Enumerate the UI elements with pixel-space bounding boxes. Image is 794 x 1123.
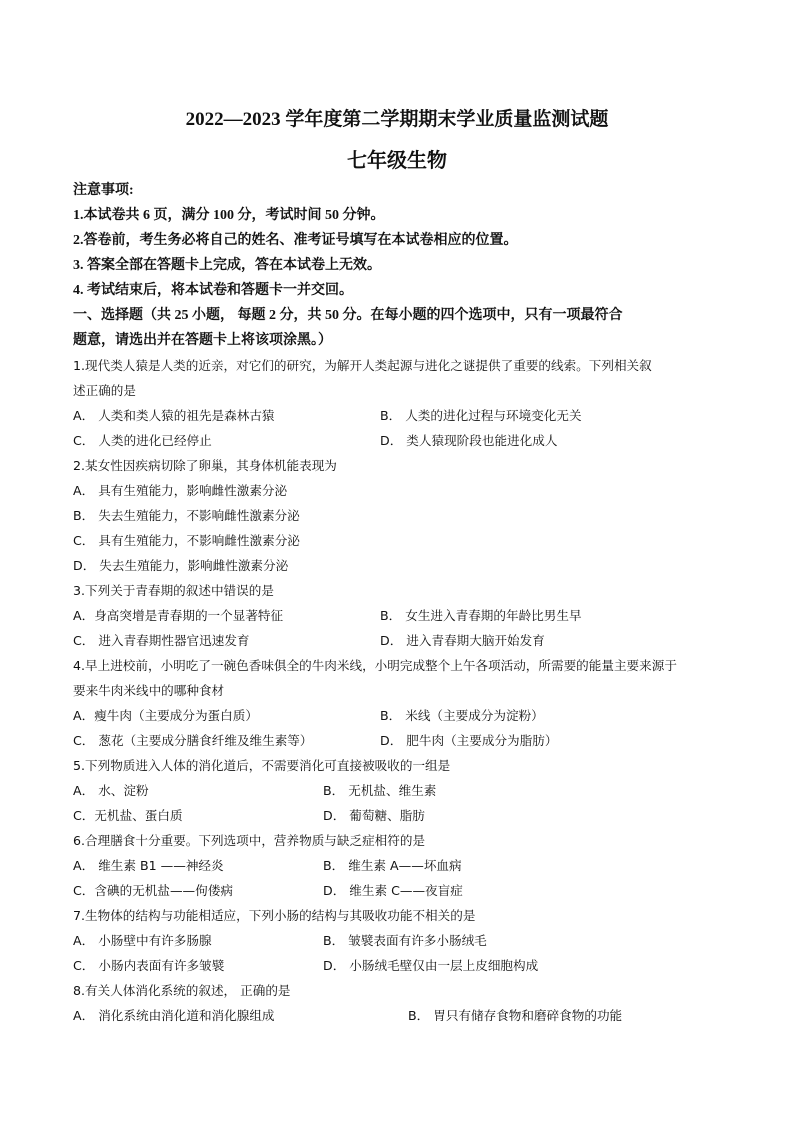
notice-item: 1.本试卷共 6 页，满分 100 分，考试时间 50 分钟。 xyxy=(73,208,385,223)
notice-item: 2.答卷前，考生务必将自己的姓名、准考证号填写在本试卷相应的位置。 xyxy=(73,233,518,248)
option-d: D． 葡萄糖、脂肪 xyxy=(323,808,425,823)
section-heading: 一、选择题（共 25 小题， 每题 2 分，共 50 分。在每小题的四个选项中，只有一项最符合 xyxy=(73,308,623,323)
exam-subtitle: 七年级生物 xyxy=(347,150,447,172)
option-c: C． 进入青春期性器官迅速发育 xyxy=(73,633,250,648)
option-b: B． 胃只有储存食物和磨碎食物的功能 xyxy=(408,1008,623,1023)
option-a: A． 水、淀粉 xyxy=(73,783,149,798)
option-a: A． 小肠壁中有许多肠腺 xyxy=(73,933,212,948)
question-stem: 7.生物体的结构与功能相适应，下列小肠的结构与其吸收功能不相关的是 xyxy=(73,908,476,923)
notice-heading: 注意事项: xyxy=(73,183,134,198)
option-d: D． 进入青春期大脑开始发育 xyxy=(380,633,545,648)
option-b: B． 无机盐、维生素 xyxy=(323,783,437,798)
question-stem: 1.现代类人猿是人类的近亲，对它们的研究，为解开人类起源与进化之谜提供了重要的线索。下列相关叙 xyxy=(73,358,652,373)
option-b: B． 失去生殖能力，不影响雌性激素分泌 xyxy=(73,508,300,523)
question-stem: 5.下列物质进入人体的消化道后，不需要消化可直接被吸收的一组是 xyxy=(73,758,451,773)
question-stem: 2.某女性因疾病切除了卵巢，其身体机能表现为 xyxy=(73,458,337,473)
option-b: B． 米线（主要成分为淀粉） xyxy=(380,708,544,723)
option-d: D． 维生素 C——夜盲症 xyxy=(323,883,463,898)
question-stem-cont: 述正确的是 xyxy=(73,383,136,398)
option-c: C． 葱花（主要成分膳食纤维及维生素等） xyxy=(73,733,313,748)
option-b: B． 维生素 A——坏血病 xyxy=(323,858,462,873)
option-b: B． 人类的进化过程与环境变化无关 xyxy=(380,408,582,423)
option-a: A． 维生素 B1 ——神经炎 xyxy=(73,858,224,873)
option-a: A．瘦牛肉（主要成分为蛋白质） xyxy=(73,708,258,723)
option-b: B． 皱襞表面有许多小肠绒毛 xyxy=(323,933,487,948)
option-c: C． 具有生殖能力，不影响雌性激素分泌 xyxy=(73,533,300,548)
option-d: D． 肥牛肉（主要成分为脂肪） xyxy=(380,733,558,748)
option-c: C．无机盐、蛋白质 xyxy=(73,808,183,823)
option-d: D． 类人猿现阶段也能进化成人 xyxy=(380,433,558,448)
section-heading-cont: 题意，请选出并在答题卡上将该项涂黑。） xyxy=(73,333,332,348)
option-a: A． 消化系统由消化道和消化腺组成 xyxy=(73,1008,275,1023)
question-stem: 4.早上进校前，小明吃了一碗色香味俱全的牛肉米线，小明完成整个上午各项活动，所需要的能量主要来源于 xyxy=(73,658,677,673)
exam-title: 2022—2023 学年度第二学期期末学业质量监测试题 xyxy=(185,109,609,130)
option-c: C． 小肠内表面有许多皱襞 xyxy=(73,958,225,973)
notice-item: 4. 考试结束后，将本试卷和答题卡一并交回。 xyxy=(73,283,353,298)
question-stem-cont: 要来牛肉米线中的哪种食材 xyxy=(73,683,225,698)
option-b: B． 女生进入青春期的年龄比男生早 xyxy=(380,608,582,623)
option-a: A．身高突增是青春期的一个显著特征 xyxy=(73,608,284,623)
option-d: D． 小肠绒毛壁仅由一层上皮细胞构成 xyxy=(323,958,539,973)
question-stem: 6.合理膳食十分重要。下列选项中，营养物质与缺乏症相符的是 xyxy=(73,833,426,848)
option-a: A． 具有生殖能力，影响雌性激素分泌 xyxy=(73,483,288,498)
option-a: A． 人类和类人猿的祖先是森林古猿 xyxy=(73,408,275,423)
option-c: C． 人类的进化已经停止 xyxy=(73,433,212,448)
option-d: D． 失去生殖能力，影响雌性激素分泌 xyxy=(73,558,289,573)
question-stem: 8.有关人体消化系统的叙述， 正确的是 xyxy=(73,983,291,998)
question-stem: 3.下列关于青春期的叙述中错误的是 xyxy=(73,583,274,598)
notice-item: 3. 答案全部在答题卡上完成，答在本试卷上无效。 xyxy=(73,258,381,273)
option-c: C．含碘的无机盐——佝偻病 xyxy=(73,883,233,898)
